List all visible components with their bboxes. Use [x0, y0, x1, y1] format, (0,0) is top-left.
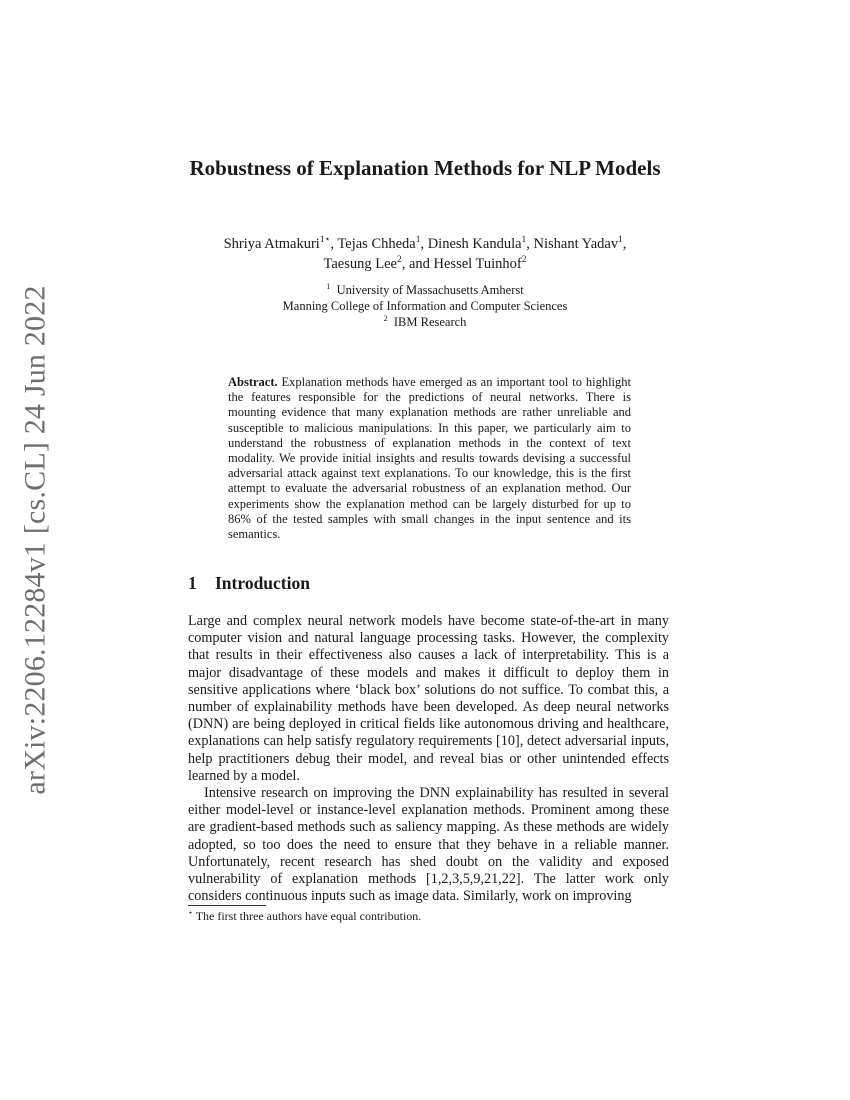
author-name: Shriya Atmakuri — [223, 236, 320, 252]
affiliation-mark: 2 — [383, 313, 388, 323]
author-name: Nishant Yadav — [533, 236, 619, 252]
affiliation-line: $^1$ University of Massachusetts Amherst — [326, 281, 524, 297]
abstract-text: Explanation methods have emerged as an important tool to highlight the features responsible for the predictions of neural networks. There is mounting evidence that many explanation methods are rather unreliable and susceptible to malicious manipulations. In this paper, we particularly aim to understand the robustness of explanation methods in the context of text modality. We provide initial insights and results towards devising a successful adversarial attack against text explanations. To our knowledge, this is the first attempt to evaluate the adversarial robustness of an explanation method. Our experiments show the explanation method can be largely disturbed for up to 86% of the tested samples with small changes in the input sentence and its semantics. — [228, 375, 631, 542]
section-number: 1 — [188, 573, 197, 593]
author-name: Tejas Chheda — [337, 236, 416, 252]
section-title: Introduction — [215, 573, 310, 593]
affiliation-line: $^2$ IBM Research — [383, 313, 467, 329]
body-paragraph: Intensive research on improving the DNN explainability has resulted in several either model-level or instance-level explanation methods. Prominent among these are gradient-based methods such as saliency mapping. As these methods are widely adopted, so too does the need to ensure that they behave in a reliable manner. Unfortunately, recent research has shed doubt on the validity and exposed vulnerability of explanation methods [1,2,3,5,9,21,22]. The latter work only considers continuous inputs such as image data. Similarly, work on improving — [188, 785, 669, 905]
section-body — [188, 613, 669, 905]
author-mark: 1 — [618, 235, 623, 246]
abstract-label: Abstract. — [228, 375, 278, 389]
footnote — [188, 909, 668, 924]
author-mark: 1 — [415, 235, 421, 246]
arxiv-identifier: arXiv:2206.12284v1 [cs.CL] 24 Jun 2022 — [19, 285, 53, 795]
author-mark: 2 — [397, 255, 402, 266]
body-paragraph: Large and complex neural network models have become state-of-the-art in many computer vision and natural language processing tasks. However, the complexity that results in their effectiveness also causes a lack of interpretability. This is a major disadvantage of these models and makes it difficult to deploy them in sensitive applications where ‘black box’ solutions do not suffice. To combat this, a number of explainability methods have been developed. As deep neural networks (DNN) are being deployed in critical fields like autonomous driving and healthcare, explanations can help satisfy regulatory requirements [10], detect adversarial inputs, help practitioners debug their model, and reveal bias or other unintended effects learned by a model. — [188, 613, 669, 784]
affiliation-line: Manning College of Information and Computer Sciences — [282, 299, 568, 313]
author-name: Dinesh Kandula — [427, 236, 522, 252]
affiliations — [180, 282, 670, 330]
author-name: Taesung Lee — [323, 256, 397, 272]
affiliation-mark: 1 — [326, 281, 331, 291]
author-mark: 2 — [521, 255, 527, 266]
footnote-rule — [188, 905, 266, 906]
author-list: Shriya Atmakuri$^{1⋆}$, Tejas Chheda$^1$, Dinesh Kandula$^1$, Nishant Yadav$^1$, Taesung Lee$^2$, and Hessel Tuinhof$^2$ — [223, 235, 627, 272]
abstract — [228, 375, 631, 542]
author-name: Hessel Tuinhof — [433, 256, 522, 272]
author-mark: 1 — [521, 235, 527, 246]
footnote-text: The first three authors have equal contribution. — [195, 909, 422, 923]
section-heading — [188, 572, 668, 594]
author-mark: 1⋆ — [319, 235, 331, 246]
paper-title: Robustness of Explanation Methods for NLP Models — [189, 156, 661, 180]
footnote-mark: ⋆ — [188, 908, 193, 917]
arxiv-sidebar-stamp — [6, 285, 66, 795]
